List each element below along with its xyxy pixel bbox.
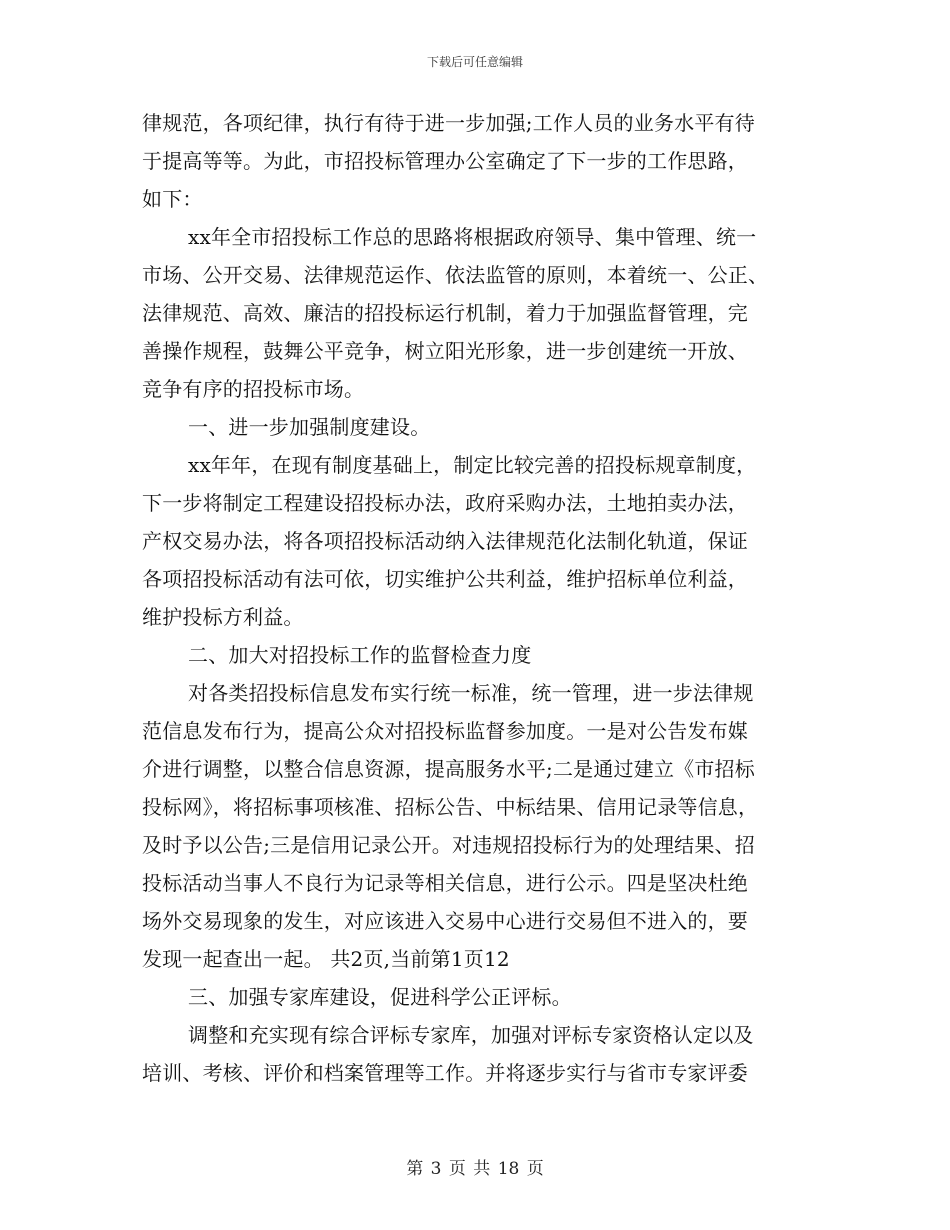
text-line: 介进行调整，以整合信息资源，提高服务水平;二是通过建立《市招标 — [142, 757, 755, 781]
text-line: 场外交易现象的发生，对应该进入交易中心进行交易但不进入的，要 — [142, 909, 748, 933]
text-line: 各项招投标活动有法可依，切实维护公共利益，维护招标单位利益， — [142, 567, 748, 591]
text-line: xx年全市招投标工作总的思路将根据政府领导、集中管理、统一 — [188, 225, 757, 249]
section-heading: 一、进一步加强制度建设。 — [188, 415, 431, 439]
text-line: 及时予以公告;三是信用记录公开。对违规招投标行为的处理结果、招 — [142, 833, 755, 857]
text-line: 于提高等等。为此，市招投标管理办公室确定了下一步的工作思路， — [142, 149, 748, 173]
text-line: 投标活动当事人不良行为记录等相关信息，进行公示。四是坚决杜绝 — [142, 871, 748, 895]
header-note: 下载后可任意编辑 — [426, 55, 523, 69]
text-line: 范信息发布行为，提高公众对招投标监督参加度。一是对公告发布媒 — [142, 719, 748, 743]
text-line: 对各类招投标信息发布实行统一标准，统一管理，进一步法律规 — [188, 681, 754, 705]
text-line: 产权交易办法，将各项招投标活动纳入法律规范化法制化轨道，保证 — [142, 529, 748, 553]
text-line: 发现一起查出一起。 共2页,当前第1页12 — [142, 947, 510, 971]
text-line: 善操作规程，鼓舞公平竞争，树立阳光形象，进一步创建统一开放、 — [142, 339, 748, 363]
text-line: 律规范，各项纪律，执行有待于进一步加强;工作人员的业务水平有待 — [142, 111, 755, 135]
text-line: 调整和充实现有综合评标专家库，加强对评标专家资格认定以及 — [188, 1023, 754, 1047]
text-line: 培训、考核、评价和档案管理等工作。并将逐步实行与省市专家评委 — [142, 1061, 748, 1085]
page-number: 第 3 页 共 18 页 — [406, 1159, 544, 1179]
text-line: 法律规范、高效、廉洁的招投标运行机制，着力于加强监督管理，完 — [142, 301, 748, 325]
text-line: xx年年，在现有制度基础上，制定比较完善的招投标规章制度， — [188, 453, 757, 477]
text-line: 下一步将制定工程建设招投标办法，政府采购办法，土地拍卖办法， — [142, 491, 748, 515]
text-line: 市场、公开交易、法律规范运作、依法监管的原则，本着统一、公正、 — [142, 263, 769, 287]
document-body — [142, 104, 812, 1092]
text-line: 竞争有序的招投标市场。 — [142, 377, 365, 401]
section-heading: 二、加大对招投标工作的监督检查力度 — [188, 643, 532, 667]
text-line: 如下： — [142, 187, 203, 211]
text-line: 维护投标方利益。 — [142, 605, 304, 629]
section-heading: 三、加强专家库建设，促进科学公正评标。 — [188, 985, 572, 1009]
text-line: 投标网》，将招标事项核准、招标公告、中标结果、信用记录等信息， — [142, 795, 759, 819]
